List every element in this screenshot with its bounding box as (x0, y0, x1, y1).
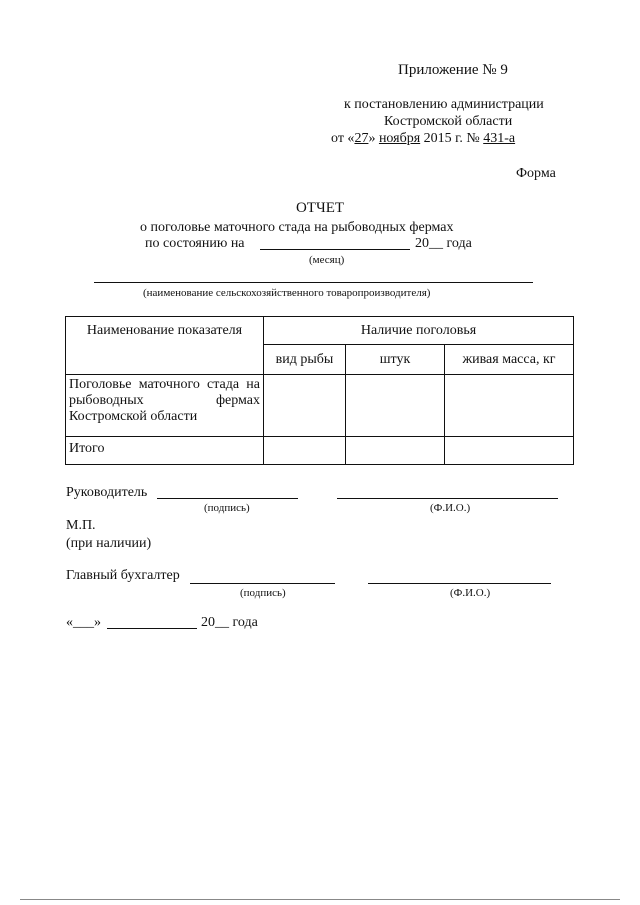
accountant-fio-line[interactable] (368, 583, 551, 584)
stamp-note: (при наличии) (66, 536, 152, 551)
date-prefix: от « (331, 131, 355, 146)
head-sign-caption: (подпись) (204, 502, 250, 514)
month-blank-line[interactable] (260, 249, 410, 250)
as-of-prefix: по состоянию на (145, 236, 245, 251)
head-fio-line[interactable] (337, 498, 558, 499)
head-fio-caption: (Ф.И.О.) (430, 502, 471, 514)
cell-total-mass[interactable] (445, 437, 574, 465)
date-month-line[interactable] (107, 628, 197, 629)
head-signature-line[interactable] (157, 498, 298, 499)
date-day: 27 (354, 131, 369, 146)
cell-herd-fish[interactable] (264, 375, 346, 437)
producer-blank-line[interactable] (94, 282, 533, 283)
cell-total-fish[interactable] (264, 437, 346, 465)
appendix-number: Приложение № 9 (398, 62, 508, 78)
header-indicator: Наименование показателя (66, 317, 264, 375)
resolution-line-1: к постановлению администрации (344, 97, 544, 112)
header-count: штук (346, 345, 445, 375)
month-caption: (месяц) (309, 254, 345, 266)
head-label: Руководитель (66, 485, 148, 500)
resolution-number: 431-а (483, 131, 516, 146)
date-month: ноября (378, 131, 421, 146)
header-mass: живая масса, кг (445, 345, 574, 375)
date-mid: » (368, 131, 379, 146)
cell-herd-mass[interactable] (445, 375, 574, 437)
accountant-sign-caption: (подпись) (240, 587, 286, 599)
resolution-date (331, 131, 515, 147)
cell-total-count[interactable] (346, 437, 445, 465)
header-group: Наличие поголовья (264, 317, 574, 345)
producer-caption: (наименование сельскохозяйственного товаропроизводителя) (143, 287, 431, 299)
stamp-label: М.П. (66, 518, 96, 533)
resolution-line-2: Костромской области (384, 114, 513, 129)
report-subtitle: о поголовье маточного стада на рыбоводных фермах (140, 220, 454, 235)
page-bottom-rule (20, 899, 620, 900)
form-label: Форма (516, 166, 556, 181)
accountant-fio-caption: (Ф.И.О.) (450, 587, 491, 599)
header-fish-type: вид рыбы (264, 345, 346, 375)
date-year-blank: 20__ года (201, 615, 258, 630)
date-year: 2015 г. № (420, 131, 484, 146)
row-total-label: Итого (66, 437, 264, 465)
accountant-label: Главный бухгалтер (66, 568, 180, 583)
cell-herd-count[interactable] (346, 375, 445, 437)
report-title: ОТЧЕТ (295, 200, 345, 216)
as-of-suffix: 20__ года (415, 236, 472, 251)
row-herd-label: Поголовье маточного стада на рыбоводных фермах Костромской области (66, 375, 264, 437)
accountant-signature-line[interactable] (190, 583, 335, 584)
herd-report-table (65, 316, 574, 465)
date-day-blank: «___» (66, 615, 101, 630)
